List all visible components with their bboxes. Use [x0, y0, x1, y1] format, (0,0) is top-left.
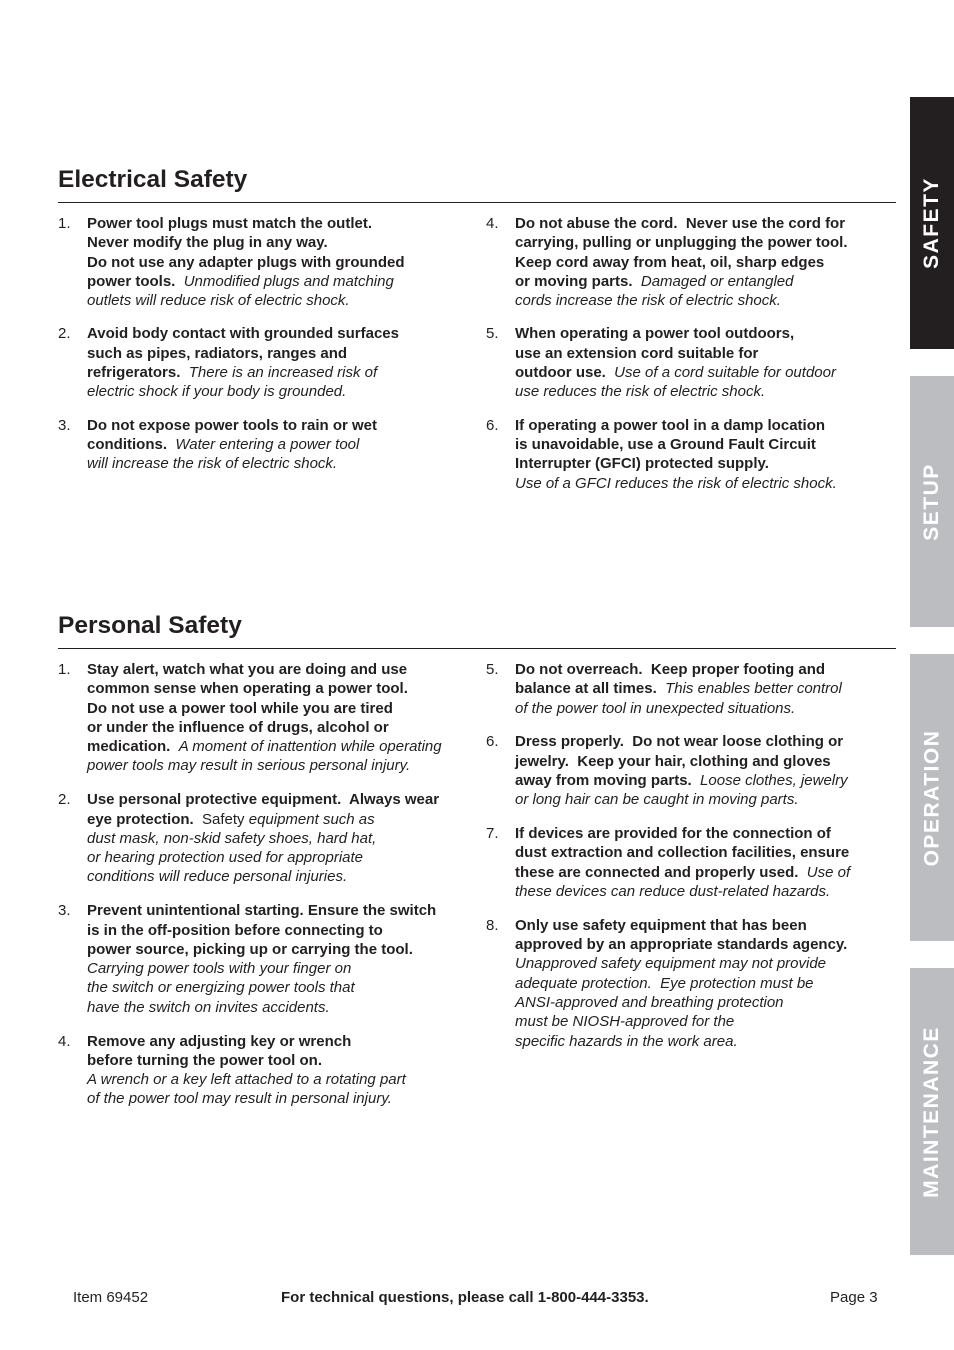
list-item-line	[87, 660, 468, 679]
list-item-line	[515, 454, 881, 473]
italic-text: adequate protection. Eye protection must be	[515, 974, 814, 992]
bold-text: jewelry. Keep your hair, clothing and gloves	[515, 752, 831, 770]
list-item	[486, 324, 881, 401]
list-item-line	[87, 829, 468, 848]
list-item	[486, 214, 881, 310]
list-item-line	[515, 843, 881, 862]
list-item-line	[515, 824, 881, 843]
italic-text: must be NIOSH-approved for the	[515, 1013, 735, 1031]
list-item-line	[87, 435, 453, 454]
list-item-line	[515, 1012, 881, 1031]
italic-text: Use of a GFCI reduces the risk of electric shock.	[515, 474, 837, 492]
bold-text: Never modify the plug in any way.	[87, 234, 328, 252]
bold-text: Avoid body contact with grounded surfaces	[87, 325, 399, 343]
list-item-line	[515, 272, 881, 291]
italic-text: will increase the risk of electric shock.	[87, 455, 338, 473]
list-item	[58, 324, 453, 401]
bold-text: Do not use any adapter plugs with grounded	[87, 253, 405, 271]
list-item	[58, 660, 468, 776]
list-item-line	[515, 253, 881, 272]
list-item-line	[515, 679, 881, 698]
list-item-line	[87, 921, 468, 940]
tab-maintenance[interactable]	[910, 968, 954, 1255]
list-item-line	[515, 344, 881, 363]
footer-page-number: Page 3	[830, 1289, 878, 1306]
italic-text: Water entering a power tool	[175, 435, 360, 453]
list-item-line	[515, 382, 881, 401]
list-item-line	[515, 935, 881, 954]
list-item-line	[515, 435, 881, 454]
footer-item-number: Item 69452	[73, 1289, 149, 1306]
list-item-number: 5.	[486, 661, 499, 678]
list-item-line	[515, 474, 881, 493]
electrical-left-list	[58, 214, 453, 474]
list-item-number: 6.	[486, 416, 499, 434]
tab-setup[interactable]	[910, 376, 954, 627]
bold-text: conditions.	[87, 435, 176, 453]
footer-tech-support: For technical questions, please call 1-800-444-3353.	[281, 1289, 649, 1306]
italic-text: these devices can reduce dust-related hazards.	[515, 882, 831, 900]
list-item-line	[87, 1070, 468, 1089]
list-item-line	[87, 1032, 468, 1051]
bold-text: outdoor use.	[515, 364, 615, 382]
list-item-line	[515, 660, 881, 679]
italic-text: A moment of inattention while operating	[178, 738, 442, 756]
list-item-line	[515, 699, 881, 718]
bold-text: Stay alert, watch what you are doing and use	[87, 661, 408, 678]
bold-text: such as pipes, radiators, ranges and	[87, 344, 348, 362]
electrical-right-list	[486, 214, 881, 493]
list-item-line	[87, 382, 453, 401]
bold-text: use an extension cord suitable for	[515, 344, 759, 362]
bold-text: Keep cord away from heat, oil, sharp edges	[515, 253, 825, 271]
bold-text: is unavoidable, use a Ground Fault Circuit	[515, 435, 816, 453]
list-item-line	[87, 454, 453, 473]
list-item-line	[87, 272, 453, 291]
list-item-line	[515, 882, 881, 901]
italic-text: This enables better control	[665, 680, 842, 698]
list-item-line	[87, 867, 468, 886]
bold-text: away from moving parts.	[515, 771, 701, 789]
italic-text: Unapproved safety equipment may not provide	[515, 955, 827, 973]
italic-text: of the power tool may result in personal injury.	[87, 1090, 392, 1108]
bold-text: Interrupter (GFCI) protected supply.	[515, 455, 769, 473]
tab-safety-label: SAFETY	[920, 177, 943, 269]
list-item-number: 4.	[58, 1032, 71, 1050]
list-item-number: 1.	[58, 661, 71, 678]
list-item-line	[515, 1032, 881, 1051]
list-item-number: 2.	[58, 325, 71, 343]
bold-text: power source, picking up or carrying the tool.	[87, 940, 413, 958]
bold-text: common sense when operating a power tool.	[87, 680, 408, 698]
list-item-line	[515, 324, 881, 343]
bold-text: When operating a power tool outdoors,	[515, 325, 795, 343]
list-item-line	[87, 737, 468, 756]
list-item-line	[87, 790, 468, 809]
list-item-line	[515, 863, 881, 882]
italic-text: use reduces the risk of electric shock.	[515, 383, 766, 401]
tab-operation-label: OPERATION	[920, 729, 944, 866]
bold-text: refrigerators.	[87, 364, 189, 382]
list-item-line	[515, 363, 881, 382]
electrical-safety-heading: Electrical Safety	[58, 166, 248, 193]
tab-maintenance-label: MAINTENANCE	[920, 1025, 944, 1198]
list-item-line	[515, 974, 881, 993]
bold-text: or under the influence of drugs, alcohol or	[87, 718, 389, 736]
list-item	[486, 660, 881, 718]
list-item-number: 1.	[58, 215, 71, 232]
italic-text: or hearing protection used for appropriate	[87, 849, 364, 867]
list-item-number: 7.	[486, 825, 499, 843]
list-item-line	[87, 214, 453, 233]
bold-text: Use personal protective equipment. Always wear	[87, 791, 440, 809]
list-item-line	[87, 810, 468, 829]
list-item-line	[87, 1089, 468, 1108]
list-item-line	[515, 771, 881, 790]
bold-text: power tools.	[87, 272, 184, 290]
italic-text: Loose clothes, jewelry	[700, 771, 848, 789]
list-item-line	[515, 954, 881, 973]
bold-text: Power tool plugs must match the outlet.	[87, 215, 373, 232]
bold-text: Only use safety equipment that has been	[515, 916, 807, 934]
list-item-line	[87, 718, 468, 737]
list-item-line	[515, 214, 881, 233]
italic-text: Damaged or entangled	[640, 272, 794, 290]
list-item-line	[87, 253, 453, 272]
list-item-line	[515, 416, 881, 435]
bold-text: Remove any adjusting key or wrench	[87, 1032, 352, 1050]
italic-text: conditions will reduce personal injuries.	[87, 868, 348, 886]
list-item-line	[87, 959, 468, 978]
list-item-line	[87, 848, 468, 867]
list-item-line	[87, 998, 468, 1017]
italic-text: electric shock if your body is grounded.	[87, 383, 347, 401]
list-item-line	[87, 756, 468, 775]
bold-text: medication.	[87, 738, 179, 756]
italic-text: Use of a cord suitable for outdoor	[614, 364, 836, 382]
list-item-line	[87, 416, 453, 435]
list-item	[58, 901, 468, 1017]
italic-text: ANSI-approved and breathing protection	[515, 993, 784, 1011]
list-item	[486, 824, 881, 901]
italic-text: specific hazards in the work area.	[515, 1032, 738, 1050]
italic-text: the switch or energizing power tools that	[87, 979, 355, 997]
list-item-number: 6.	[486, 733, 499, 751]
personal-safety-heading: Personal Safety	[58, 612, 242, 639]
italic-text: of the power tool in unexpected situations.	[515, 699, 796, 717]
list-item-line	[87, 1051, 468, 1070]
list-item-line	[515, 916, 881, 935]
tab-setup-label: SETUP	[920, 462, 944, 541]
list-item-line	[515, 993, 881, 1012]
bold-text: Do not use a power tool while you are tired	[87, 699, 393, 717]
list-item-number: 5.	[486, 325, 499, 343]
bold-text: or moving parts.	[515, 272, 641, 290]
tab-operation[interactable]	[910, 654, 954, 941]
list-item-line	[87, 679, 468, 698]
italic-text: A wrench or a key left attached to a rotating part	[87, 1071, 406, 1089]
bold-text: Do not expose power tools to rain or wet	[87, 416, 378, 434]
list-item-line	[87, 324, 453, 343]
personal-safety-rule	[58, 648, 896, 649]
list-item-line	[515, 732, 881, 751]
list-item-number: 2.	[58, 791, 71, 809]
italic-text: Carrying power tools with your finger on	[87, 960, 352, 978]
list-item	[58, 416, 453, 474]
italic-text: equipment such as	[248, 810, 375, 828]
bold-text: dust extraction and collection facilities, ensure	[515, 844, 850, 862]
italic-text: power tools may result in serious personal injury.	[87, 757, 411, 775]
personal-left-list	[58, 660, 468, 1109]
list-item	[486, 916, 881, 1051]
bold-text: Prevent unintentional starting. Ensure the switch	[87, 902, 437, 920]
italic-text: Unmodified plugs and matching	[183, 272, 394, 290]
italic-text: Use of	[806, 863, 851, 881]
list-item	[486, 732, 881, 809]
italic-text: or long hair can be caught in moving parts.	[515, 791, 799, 809]
tab-safety[interactable]	[910, 97, 954, 349]
bold-text: approved by an appropriate standards agency.	[515, 936, 848, 954]
italic-text: cords increase the risk of electric shock.	[515, 292, 781, 310]
list-item-line	[87, 699, 468, 718]
list-item-number: 3.	[58, 902, 71, 920]
bold-text: eye protection.	[87, 810, 203, 828]
bold-text: Do not abuse the cord. Never use the cord for	[515, 215, 846, 232]
list-item-line	[515, 233, 881, 252]
list-item-line	[515, 752, 881, 771]
italic-text: There is an increased risk of	[188, 364, 378, 382]
list-item-line	[87, 940, 468, 959]
list-item-line	[87, 344, 453, 363]
personal-right-list	[486, 660, 881, 1051]
italic-text: dust mask, non-skid safety shoes, hard hat,	[87, 829, 377, 847]
list-item-number: 8.	[486, 916, 499, 934]
bold-text: carrying, pulling or unplugging the power tool.	[515, 234, 848, 252]
electrical-safety-rule	[58, 202, 896, 203]
bold-text: If operating a power tool in a damp location	[515, 416, 826, 434]
list-item-line	[87, 233, 453, 252]
list-item	[486, 416, 881, 493]
list-item-line	[87, 978, 468, 997]
list-item-line	[87, 901, 468, 920]
italic-text: have the switch on invites accidents.	[87, 998, 330, 1016]
bold-text: before turning the power tool on.	[87, 1051, 322, 1069]
list-item	[58, 790, 468, 886]
list-item-line	[87, 291, 453, 310]
list-item-number: 4.	[486, 215, 499, 232]
list-item-line	[515, 291, 881, 310]
list-item-line	[515, 790, 881, 809]
bold-text: Dress properly. Do not wear loose clothing or	[515, 733, 844, 751]
bold-text: Do not overreach. Keep proper footing and	[515, 661, 826, 678]
bold-text: balance at all times.	[515, 680, 666, 698]
list-item-line	[87, 363, 453, 382]
bold-text: is in the off-position before connecting to	[87, 921, 383, 939]
bold-text: If devices are provided for the connection of	[515, 825, 831, 843]
list-item	[58, 1032, 468, 1109]
bold-text: these are connected and properly used.	[515, 863, 807, 881]
list-item-number: 3.	[58, 416, 71, 434]
regular-text: Safety	[202, 810, 249, 828]
italic-text: outlets will reduce risk of electric shock.	[87, 292, 350, 310]
list-item	[58, 214, 453, 310]
